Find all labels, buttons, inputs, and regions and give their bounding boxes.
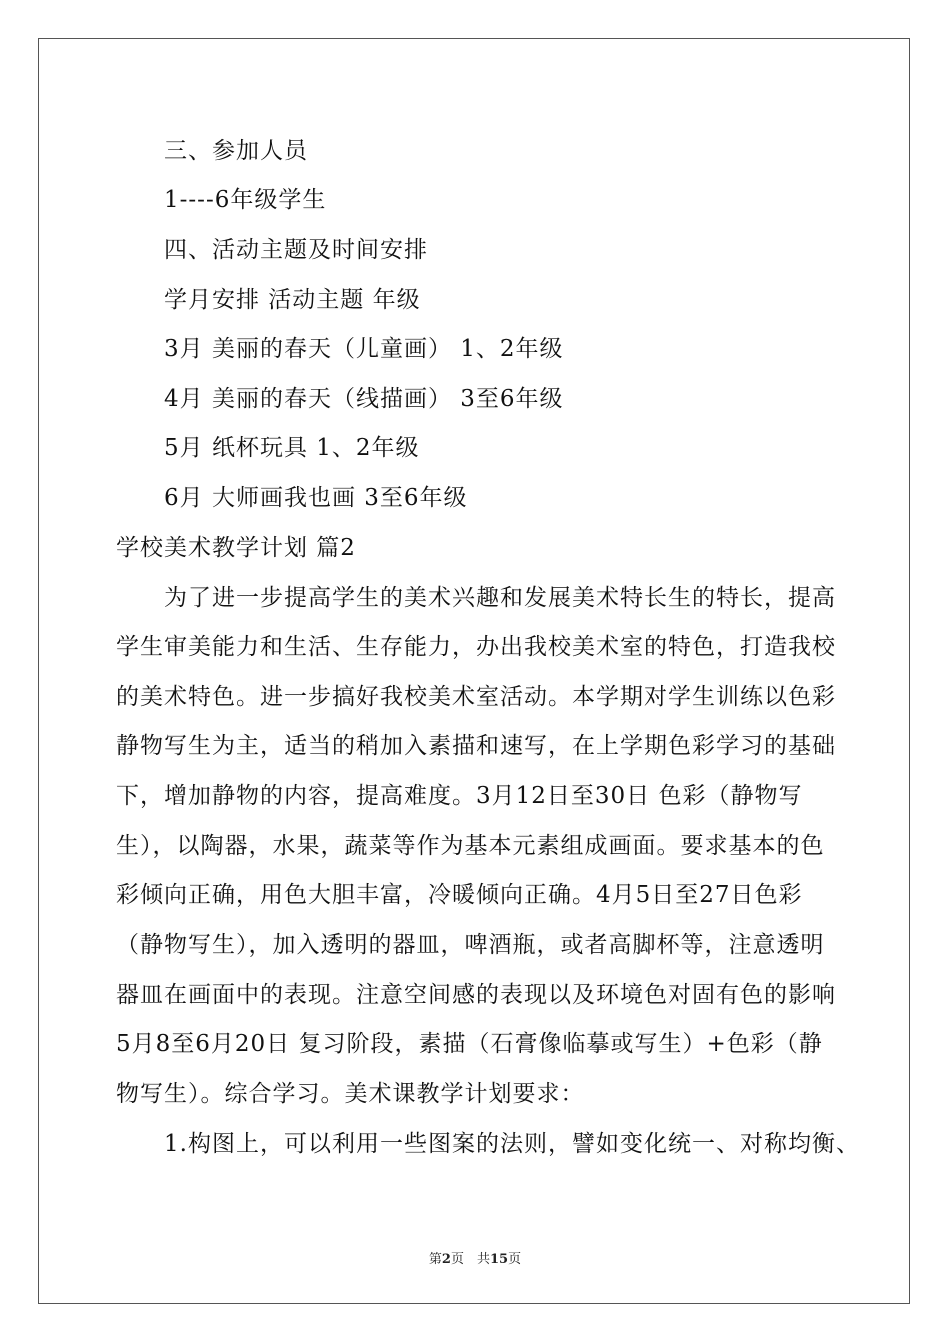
footer-page-number: 2 xyxy=(441,1252,451,1267)
section-heading-participants: 三、参加人员 xyxy=(164,138,308,164)
schedule-row-may: 5月 纸杯玩具 1、2年级 xyxy=(164,435,420,461)
footer-middle: 页 共 xyxy=(450,1252,490,1267)
paragraph-line: 为了进一步提高学生的美术兴趣和发展美术特长生的特长，提高 xyxy=(164,585,836,611)
paragraph-line: 器皿在画面中的表现。注意空间感的表现以及环境色对固有色的影响 xyxy=(116,982,836,1008)
footer-total-pages: 15 xyxy=(489,1252,509,1267)
paragraph-line: 的美术特色。进一步搞好我校美术室活动。本学期对学生训练以色彩 xyxy=(116,684,836,710)
footer-suffix: 页 xyxy=(508,1252,522,1267)
requirement-item-1: 1.构图上，可以利用一些图案的法则，譬如变化统一、对称均衡、 xyxy=(164,1131,860,1157)
article-title-part2: 学校美术教学计划 篇2 xyxy=(116,535,356,561)
paragraph-line: （静物写生），加入透明的器皿，啤酒瓶，或者高脚杯等，注意透明 xyxy=(116,932,825,958)
paragraph-line: 下，增加静物的内容，提高难度。3月12日至30日 色彩（静物写 xyxy=(116,783,803,809)
paragraph-line: 彩倾向正确，用色大胆丰富，冷暖倾向正确。4月5日至27日色彩 xyxy=(116,882,803,908)
page-frame xyxy=(38,38,910,1304)
participants-text: 1----6年级学生 xyxy=(164,187,327,213)
schedule-header-row: 学月安排 活动主题 年级 xyxy=(164,287,421,313)
schedule-row-april: 4月 美丽的春天（线描画） 3至6年级 xyxy=(164,386,564,412)
paragraph-line: 5月8至6月20日 复习阶段，素描（石膏像临摹或写生）+色彩（静 xyxy=(116,1031,823,1057)
paragraph-line: 物写生）。综合学习。美术课教学计划要求： xyxy=(116,1081,585,1107)
footer-prefix: 第 xyxy=(428,1252,442,1267)
section-heading-themes: 四、活动主题及时间安排 xyxy=(164,237,428,263)
paragraph-line: 学生审美能力和生活、生存能力，办出我校美术室的特色，打造我校 xyxy=(116,634,836,660)
schedule-row-march: 3月 美丽的春天（儿童画） 1、2年级 xyxy=(164,336,564,362)
schedule-row-june: 6月 大师画我也画 3至6年级 xyxy=(164,485,468,511)
page-footer xyxy=(0,1248,950,1267)
paragraph-line: 生），以陶器，水果，蔬菜等作为基本元素组成画面。要求基本的色 xyxy=(116,833,825,859)
paragraph-line: 静物写生为主，适当的稍加入素描和速写，在上学期色彩学习的基础 xyxy=(116,733,836,759)
